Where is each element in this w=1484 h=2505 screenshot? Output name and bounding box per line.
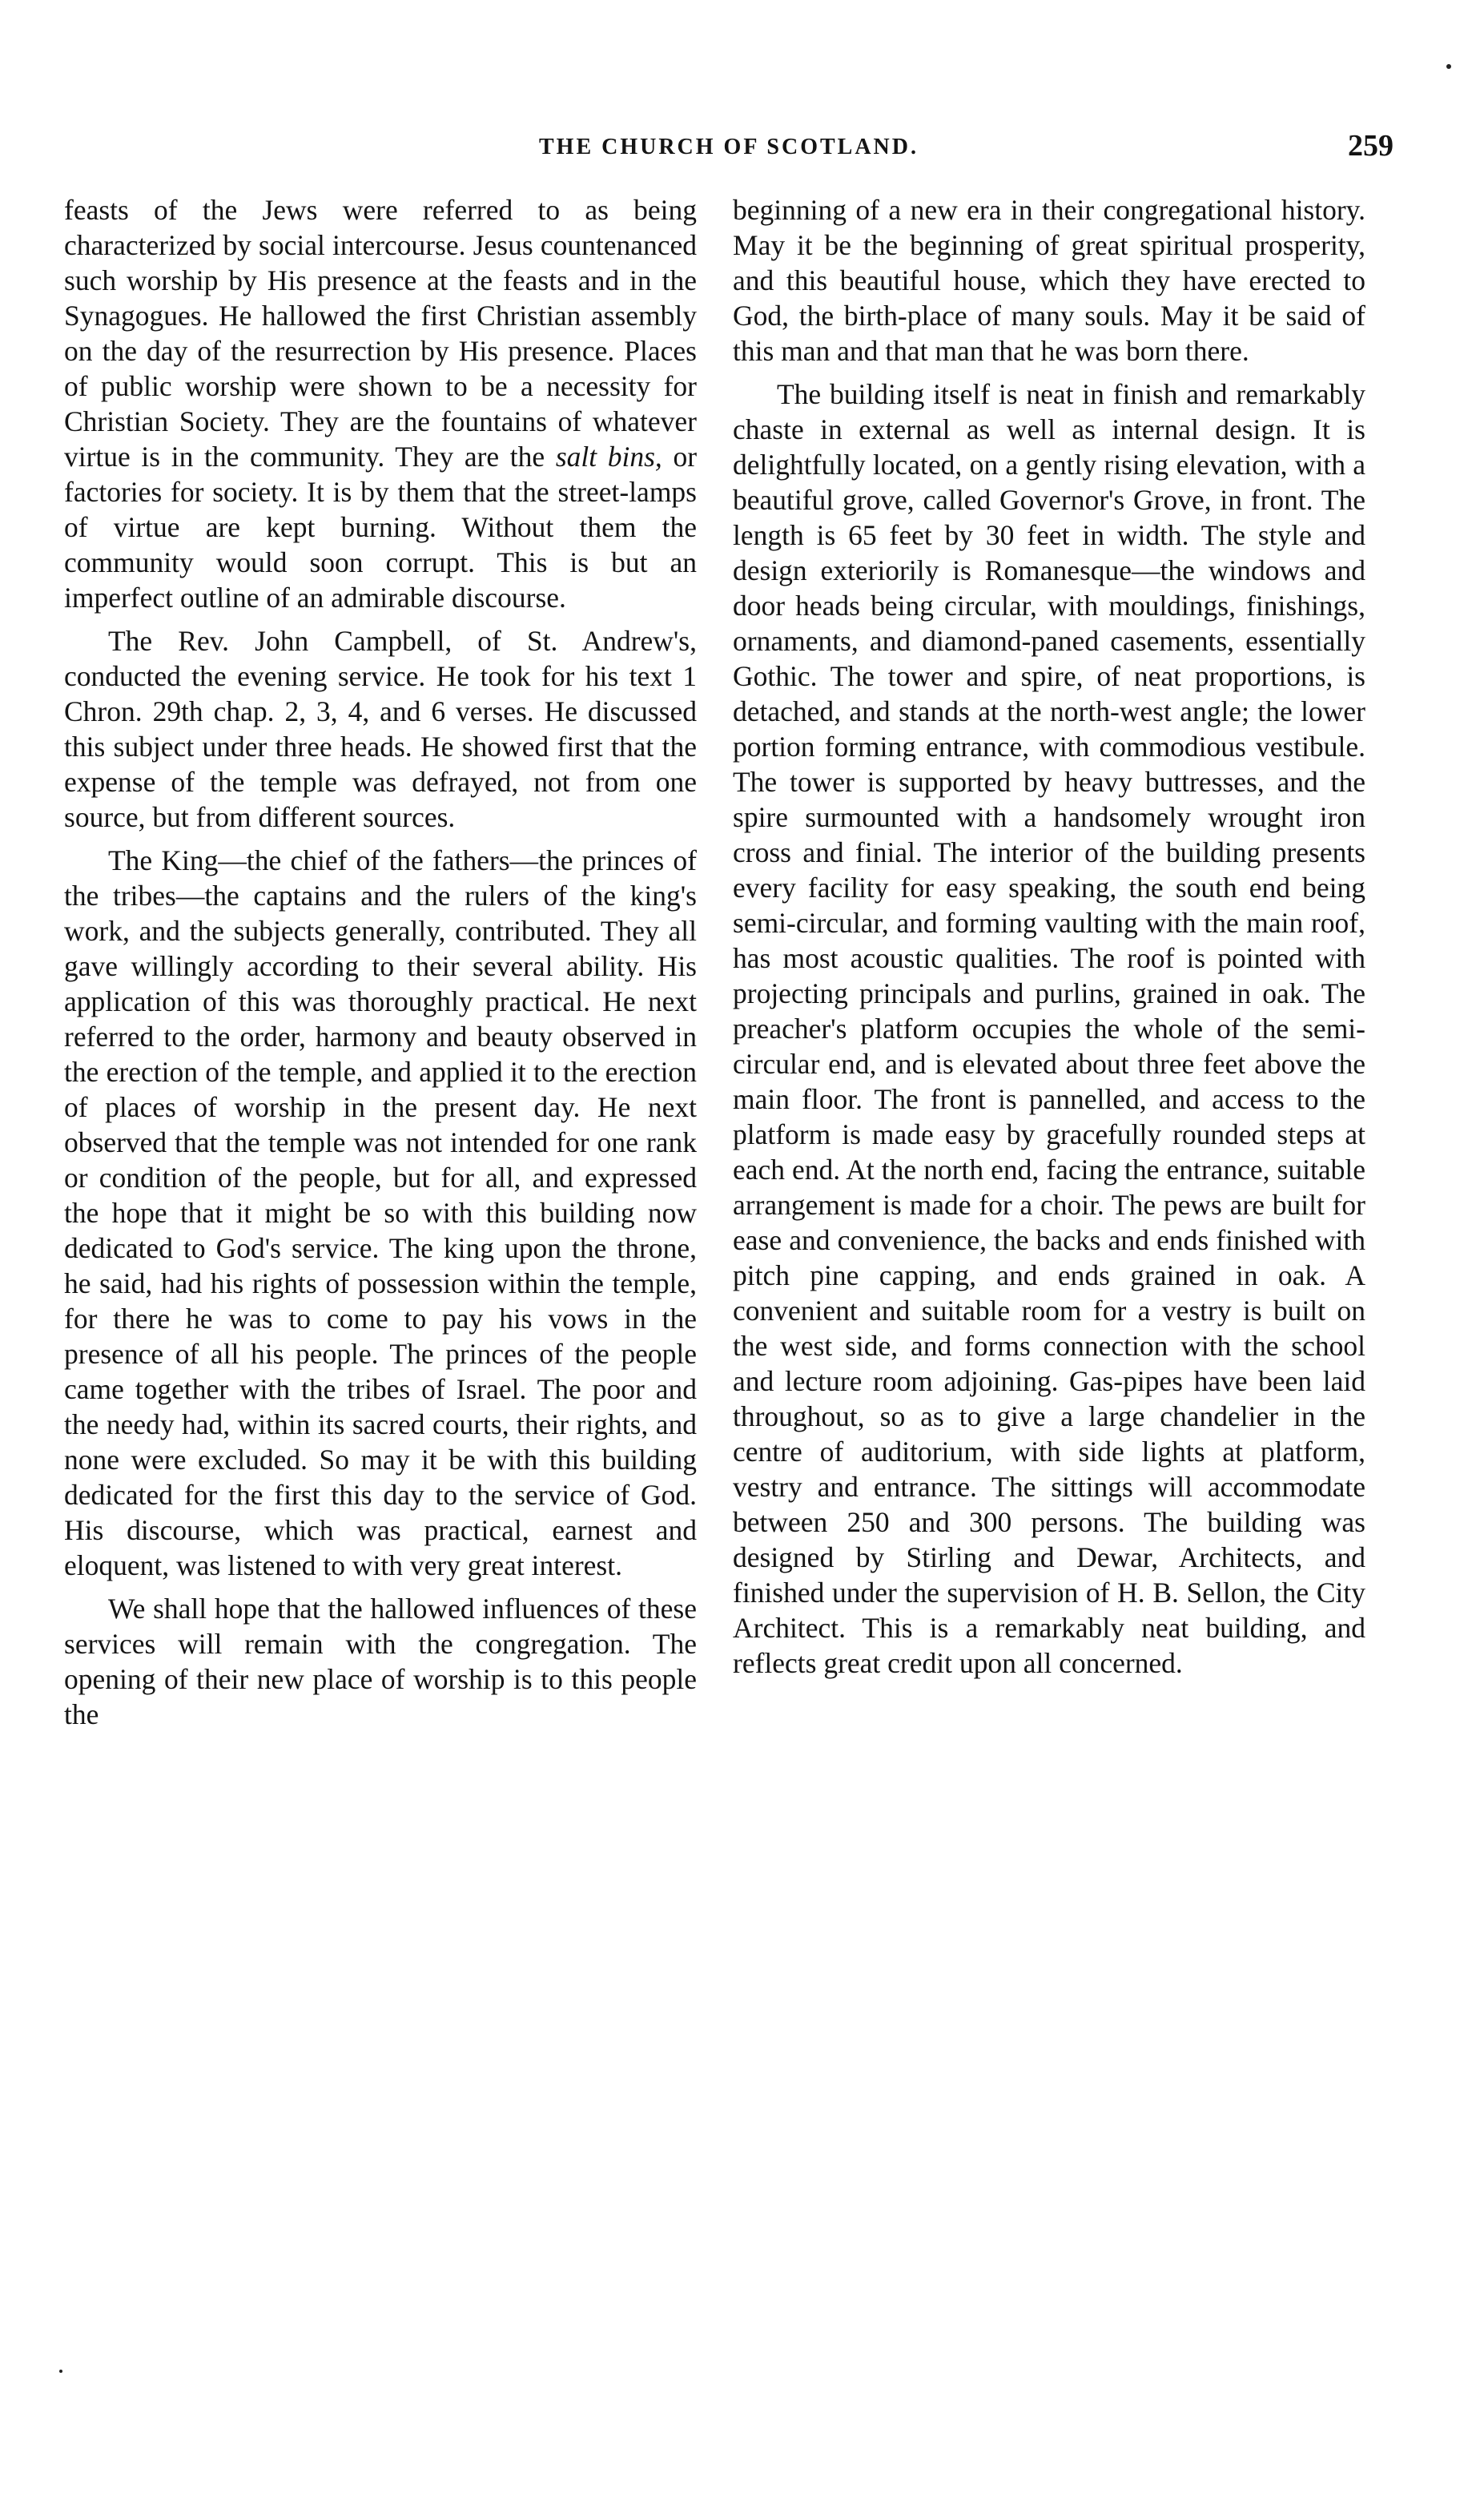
- print-speck: [59, 2370, 62, 2373]
- running-head: [64, 128, 1394, 168]
- right-column: [733, 192, 1365, 1681]
- paragraph: The King—the chief of the fathers—the princes of the tribes—the captains and the rulers of the king's work, and the subjects generally, contributed. They all gave willingly according to their several ability. His application of this was thoroughly practical. He next referred to the order, harmony and beauty observed in the erection of the temple, and applied it to the erection of places of worship in the present day. He next observed that the temple was not intended for one rank or condition of the people, but for all, and expressed the hope that it might be so with this building now dedicated to God's service. The king upon the throne, he said, had his rights of possession within the temple, for there he was to come to pay his vows in the presence of all his people. The princes of the people came together with the tribes of Israel. The poor and the needy had, within its sacred courts, their rights, and none were excluded. So may it be with this building dedicated for the first this day to the service of God. His discourse, which was practical, earnest and eloquent, was listened to with very great interest.: [64, 844, 697, 1581]
- italic-phrase: salt bins,: [555, 441, 662, 473]
- paragraph-text: or factories for society. It is by them that the street-lamps of virtue are kept burning. Without them the community would soon corrupt. This is but an imperfect outline of an admirable discourse.: [64, 441, 698, 614]
- left-column: [64, 192, 697, 1732]
- running-title: THE CHURCH OF SCOTLAND.: [538, 135, 919, 159]
- paragraph: [64, 192, 697, 615]
- paragraph: The building itself is neat in finish and remarkably chaste in external as well as internal design. It is delightfully located, on a gently rising elevation, with a beautiful grove, called Governor's Grove, in front. The length is 65 feet by 30 feet in width. The style and design exteriorily is Romanesque—the windows and door heads being circular, with mouldings, finishings, ornaments, and diamond-paned casements, essentially Gothic. The tower and spire, of neat proportions, is detached, and stands at the north-west angle; the lower portion forming entrance, with commodious vestibule. The tower is supported by heavy buttresses, and the spire surmounted with a handsomely wrought iron cross and finial. The interior of the building presents every facility for easy speaking, the south end being semi-circular, and forming vaulting with the main roof, has most acoustic qualities. The roof is pointed with projecting principals and purlins, grained in oak. The preacher's platform occupies the whole of the semi-circular end, and is elevated about three feet above the main floor. The front is pannelled, and access to the platform is made easy by gracefully rounded steps at each end. At the north end, facing the entrance, suitable arrangement is made for a choir. The pews are built for ease and convenience, the backs and ends finished with pitch pine capping, and ends grained in oak. A convenient and suitable room for a vestry is built on the west side, and forms connection with the school and lecture room adjoining. Gas-pipes have been laid throughout, so as to give a large chandelier in the centre of auditorium, with side lights at platform, vestry and entrance. The sittings will accommodate between 250 and 300 persons. The building was designed by Stirling and Dewar, Architects, and finished under the supervision of H. B. Sellon, the City Architect. This is a remarkably neat building, and reflects great credit upon all concerned.: [733, 378, 1365, 1679]
- paragraph: beginning of a new era in their congregational history. May it be the beginning of great spiritual prosperity, and this beautiful house, which they have erected to God, the birth-place of many souls. May it be said of this man and that man that he was born there.: [733, 194, 1365, 367]
- paragraph-text: feasts of the Jews were referred to as being characterized by social intercourse. Jesus countenanced such worship by His presence at the feasts and in the Synagogues. He hallowed the first Christian assembly on the day of the resurrection by His presence. Places of public worship were shown to be a necessity for Christian Society. They are the fountains of whatever virtue is in the community. They are the: [64, 194, 697, 473]
- paragraph: The Rev. John Campbell, of St. Andrew's, conducted the evening service. He took for his text 1 Chron. 29th chap. 2, 3, 4, and 6 verses. He discussed this subject under three heads. He showed first that the expense of the temple was defrayed, not from one source, but from different sources.: [64, 625, 697, 833]
- print-speck: [1446, 64, 1451, 69]
- paragraph: We shall hope that the hallowed influences of these services will remain with the congregation. The opening of their new place of worship is to this people the: [64, 1593, 697, 1730]
- page-number: 259: [1348, 129, 1394, 163]
